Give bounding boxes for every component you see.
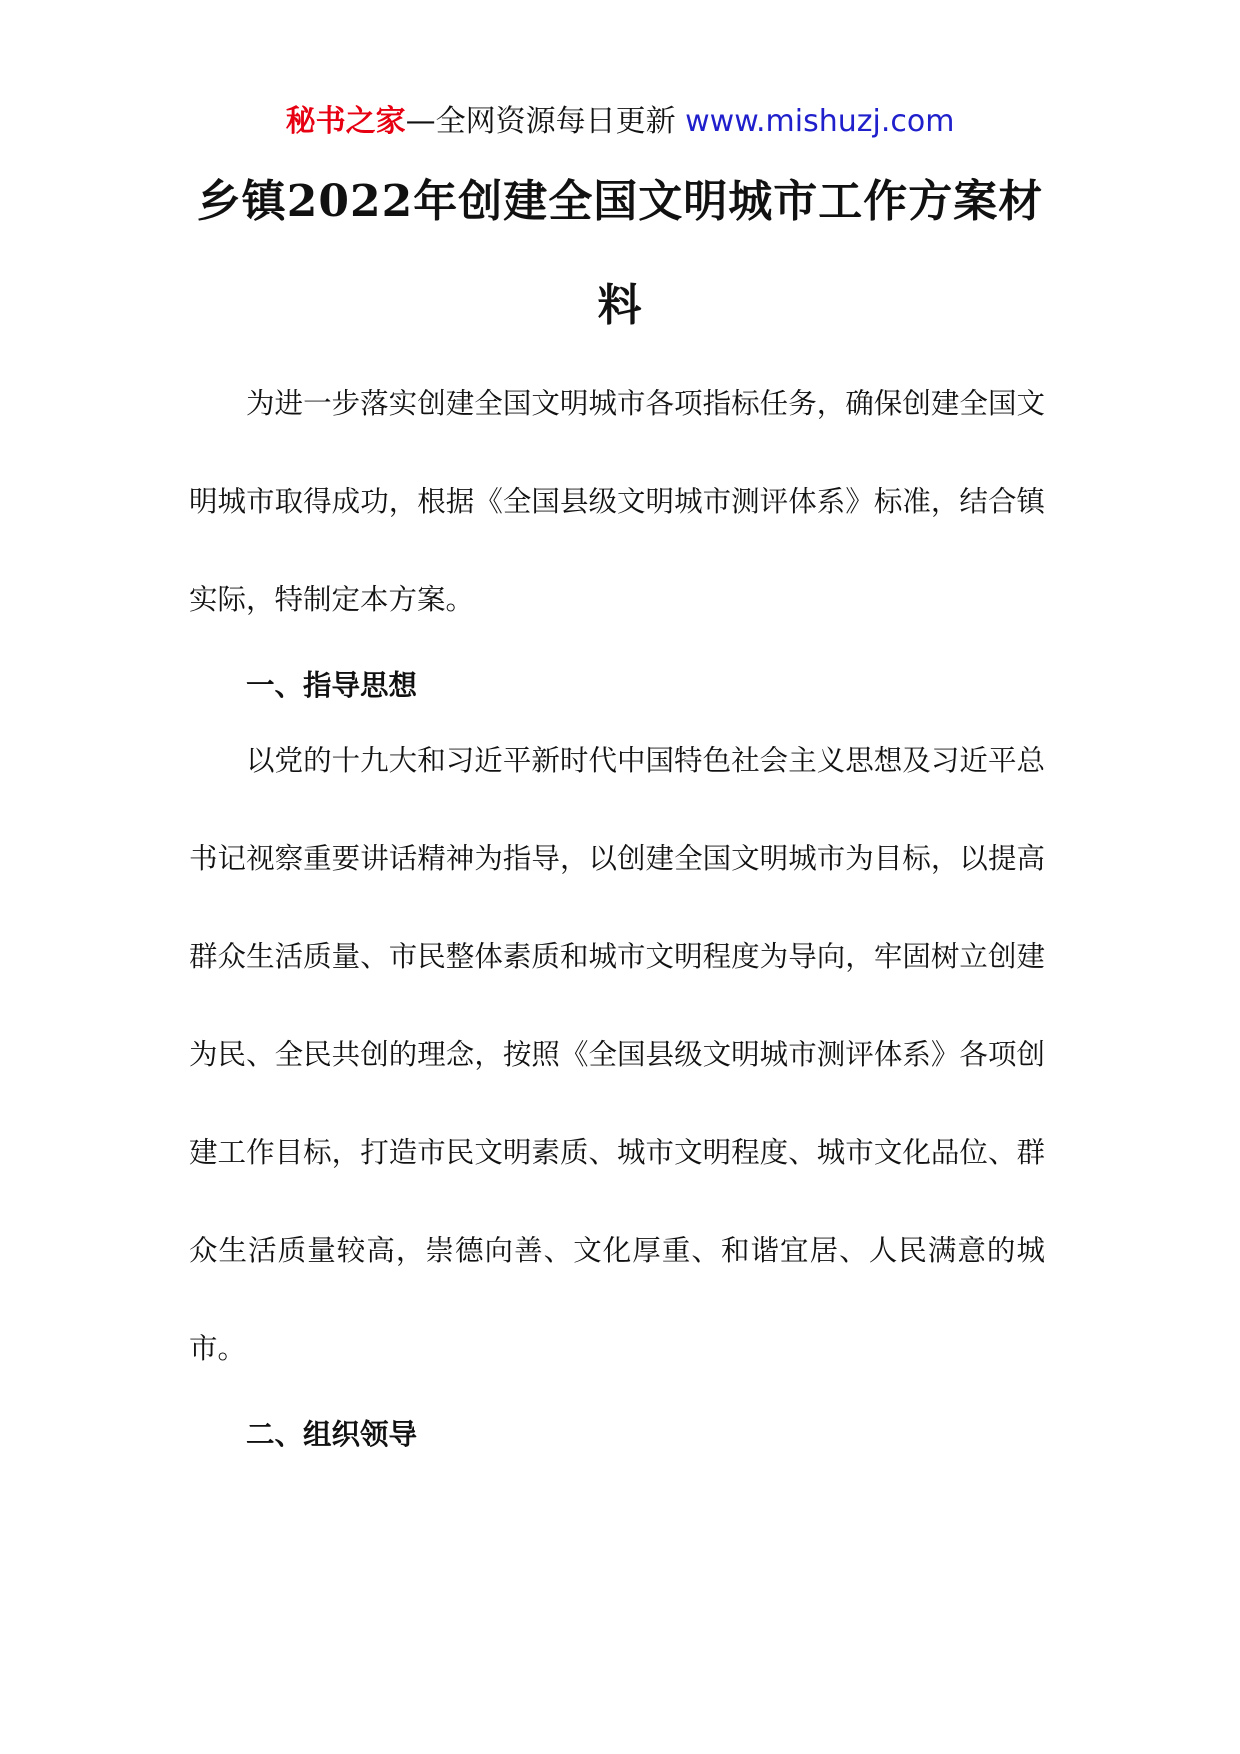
document-title: 乡镇2022年创建全国文明城市工作方案材料 (196, 176, 1044, 331)
guiding-ideology-paragraph: 以党的十九大和习近平新时代中国特色社会主义思想及习近平总书记视察重要讲话精神为指导，以创建全国文明城市为目标，以提高群众生活质量、市民整体素质和城市文明程度为导向，牢固树立创建为民、全民共创的理念，按照《全国县级文明城市测评体系》各项创建工作目标，打造市民文明素质、城市文明程度、城市文化品位、群众生活质量较高，崇德向善、文化厚重、和谐宜居、人民满意的城市。 (189, 744, 1045, 1365)
intro-paragraph: 为进一步落实创建全国文明城市各项指标任务，确保创建全国文明城市取得成功，根据《全国县级文明城市测评体系》标准，结合镇实际，特制定本方案。 (189, 387, 1045, 616)
site-brand: 秘书之家 (285, 104, 406, 139)
site-header (0, 100, 1240, 144)
section-heading-organization: 二、组织领导 (246, 1418, 418, 1451)
document-body (189, 378, 1045, 1472)
site-url-link[interactable]: www.mishuzj.com (685, 104, 955, 139)
section-heading-guiding-ideology: 一、指导思想 (246, 669, 418, 702)
site-slogan: —全网资源每日更新 (405, 104, 676, 139)
